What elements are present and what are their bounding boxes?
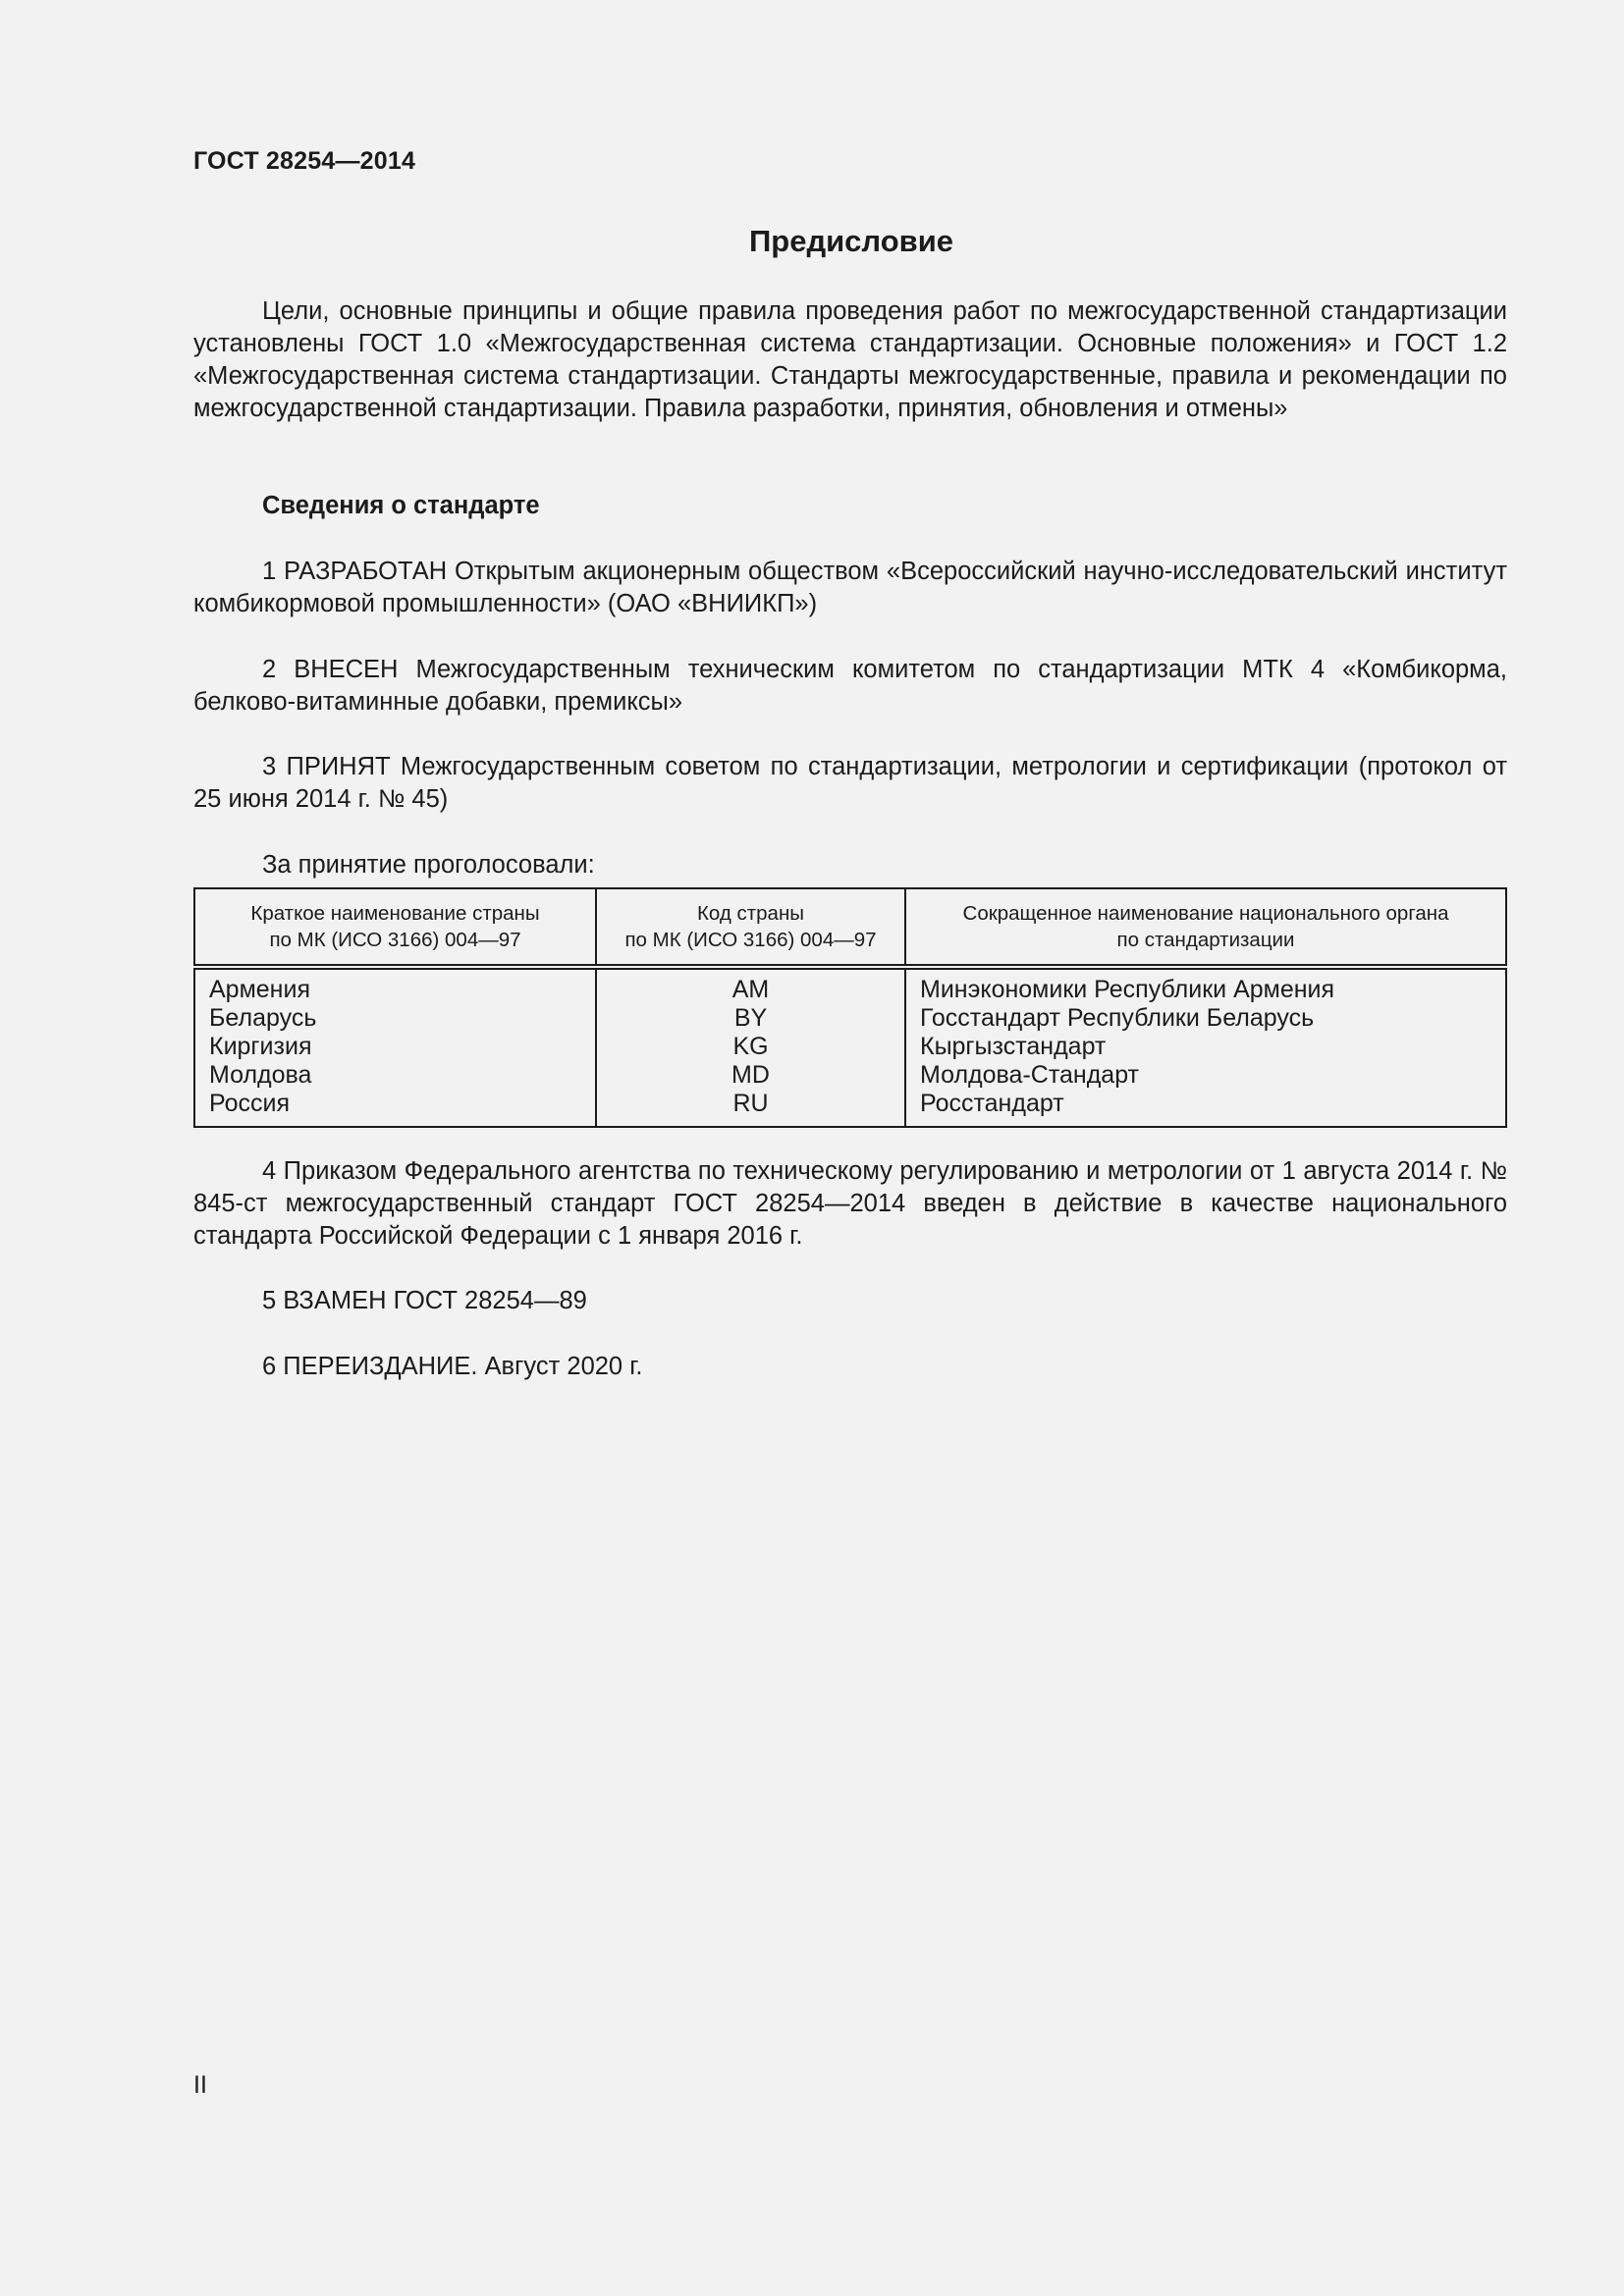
header-code (596, 888, 905, 967)
section-heading: Сведения о стандарте (262, 492, 540, 519)
country-code: BY (733, 1004, 768, 1032)
intro-block (193, 295, 1507, 425)
document-id-header: ГОСТ 28254—2014 (193, 147, 416, 175)
header-country-line2: по МК (ИСО 3166) 004—97 (269, 929, 521, 951)
national-body-name: Минэкономики Республики Армения (920, 976, 1335, 1003)
item-4-block (193, 1155, 1507, 1253)
header-code-line2: по МК (ИСО 3166) 004—97 (624, 929, 877, 951)
header-code-line1: Код страны (696, 902, 805, 925)
country-code: MD (731, 1061, 770, 1089)
table-row (194, 967, 1506, 1127)
country-cell (194, 967, 596, 1127)
country-name: Беларусь (209, 1004, 317, 1032)
national-body-name: Росстандарт (920, 1090, 1064, 1117)
country-name: Молдова (209, 1061, 312, 1089)
page-number: II (193, 2071, 207, 2099)
code-cell (596, 967, 905, 1127)
header-body-line1: Сокращенное наименование национального органа (962, 902, 1449, 925)
header-country (194, 888, 596, 967)
country-name: Киргизия (209, 1033, 312, 1060)
country-name: Армения (209, 976, 310, 1003)
header-body-line2: по стандартизации (1116, 929, 1295, 951)
header-country-line1: Краткое наименование страны (250, 902, 540, 925)
national-body-name: Госстандарт Республики Беларусь (920, 1004, 1315, 1032)
item-3-paragraph: 3 ПРИНЯТ Межгосударственным советом по стандартизации, метрологии и сертификации (протокол от 25 июня 2014 г. № 45) (193, 753, 1507, 813)
header-national-body (905, 888, 1506, 967)
item-2-block (193, 654, 1507, 719)
national-body-name: Молдова-Стандарт (920, 1061, 1139, 1089)
item-6-paragraph: 6 ПЕРЕИЗДАНИЕ. Август 2020 г. (262, 1353, 643, 1380)
table-header-row (194, 888, 1506, 967)
item-4-paragraph: 4 Приказом Федерального агентства по техническому регулированию и метрологии от 1 августа 2014 г. № 845-ст межгосударственный стандарт ГОСТ 28254—2014 введен в действие в качестве национального стандарта Российской Федерации с 1 января 2016 г. (193, 1157, 1507, 1250)
vote-intro: За принятие проголосовали: (262, 851, 595, 879)
country-name: Россия (209, 1090, 290, 1117)
country-code: KG (732, 1033, 769, 1060)
country-code: AM (731, 976, 770, 1003)
voting-table (193, 887, 1507, 1128)
item-1-block (193, 556, 1507, 620)
item-3-block (193, 751, 1507, 816)
page-title: Предисловие (748, 224, 953, 258)
national-body-cell (905, 967, 1506, 1127)
national-body-name: Кыргызстандарт (920, 1033, 1107, 1060)
item-2-paragraph: 2 ВНЕСЕН Межгосударственным техническим комитетом по стандартизации МТК 4 «Комбикорма, белково-витаминные добавки, премиксы» (193, 656, 1507, 716)
country-code: RU (732, 1090, 769, 1117)
item-5-paragraph: 5 ВЗАМЕН ГОСТ 28254—89 (262, 1287, 587, 1314)
intro-paragraph: Цели, основные принципы и общие правила проведения работ по межгосударственной стандартизации установлены ГОСТ 1.0 «Межгосударственная система стандартизации. Основные положения» и ГОСТ 1.2 «Межгосударственная система стандартизации. Стандарты межгосударственные, правила и рекомендации по межгосударственной стандартизации. Правила разработки, принятия, обновления и отмены» (193, 297, 1507, 422)
item-1-paragraph: 1 РАЗРАБОТАН Открытым акционерным обществом «Всероссийский научно-исследовательский институт комбикормовой промышленности» (ОАО «ВНИИКП») (193, 558, 1507, 617)
